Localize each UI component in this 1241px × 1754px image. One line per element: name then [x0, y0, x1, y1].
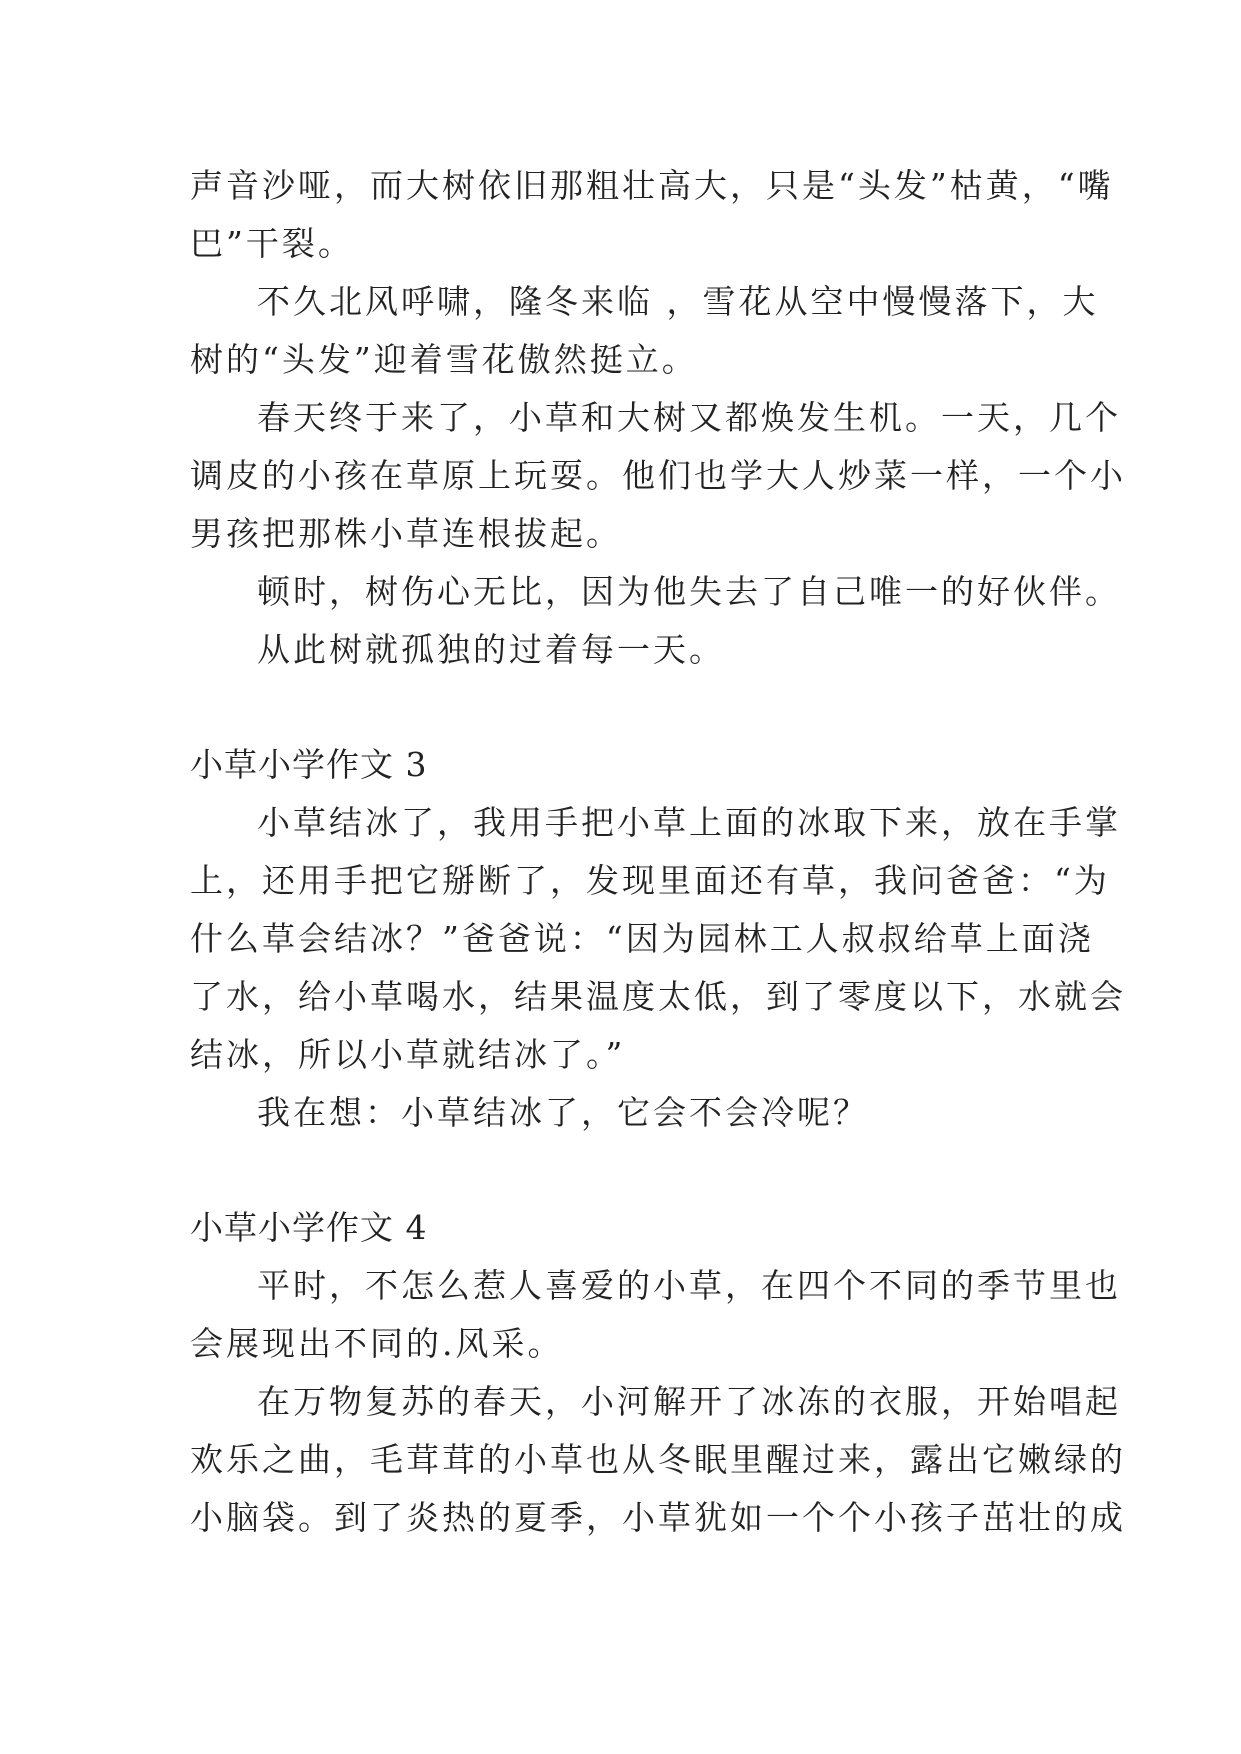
paragraph-line: 了水，给小草喝水，结果温度太低，到了零度以下，水就会 [190, 977, 1126, 1016]
paragraph-line: 上，还用手把它掰断了，发现里面还有草，我问爸爸：“为 [190, 861, 1110, 900]
paragraph-line: 小脑袋。到了炎热的夏季，小草犹如一个个小孩子茁壮的成 [190, 1498, 1126, 1537]
paragraph-line: 会展现出不同的.风采。 [190, 1324, 564, 1363]
paragraph-line: 我在想：小草结冰了，它会不会冷呢？ [257, 1093, 869, 1132]
paragraph-line: 巴”干裂。 [190, 224, 354, 263]
paragraph-line: 从此树就孤独的过着每一天。 [257, 630, 725, 669]
paragraph-line: 声音沙哑，而大树依旧那粗壮高大，只是“头发”枯黄，“嘴 [190, 166, 1114, 205]
paragraph-line: 顿时，树伤心无比，因为他失去了自己唯一的好伙伴。 [257, 572, 1121, 611]
paragraph-line: 不久北风呼啸，隆冬来临 ，雪花从空中慢慢落下，大 [257, 282, 1099, 321]
paragraph-line: 调皮的小孩在草原上玩耍。他们也学大人炒菜一样，一个小 [190, 456, 1126, 495]
paragraph-line: 春天终于来了，小草和大树又都焕发生机。一天，几个 [257, 398, 1121, 437]
paragraph-line: 欢乐之曲，毛茸茸的小草也从冬眠里醒过来，露出它嫩绿的 [190, 1440, 1126, 1479]
paragraph-line: 树的“头发”迎着雪花傲然挺立。 [190, 340, 698, 379]
paragraph-line: 在万物复苏的春天，小河解开了冰冻的衣服，开始唱起 [257, 1382, 1121, 1421]
paragraph-line: 男孩把那株小草连根拔起。 [190, 514, 622, 553]
section-heading: 小草小学作文 3 [190, 745, 428, 784]
paragraph-line: 小草结冰了，我用手把小草上面的冰取下来，放在手掌 [257, 803, 1121, 842]
paragraph-line: 什么草会结冰？”爸爸说：“因为园林工人叔叔给草上面浇 [190, 919, 1094, 958]
section-heading: 小草小学作文 4 [190, 1208, 428, 1247]
paragraph-line: 结冰，所以小草就结冰了。” [190, 1035, 626, 1074]
paragraph-line: 平时，不怎么惹人喜爱的小草，在四个不同的季节里也 [257, 1266, 1121, 1305]
